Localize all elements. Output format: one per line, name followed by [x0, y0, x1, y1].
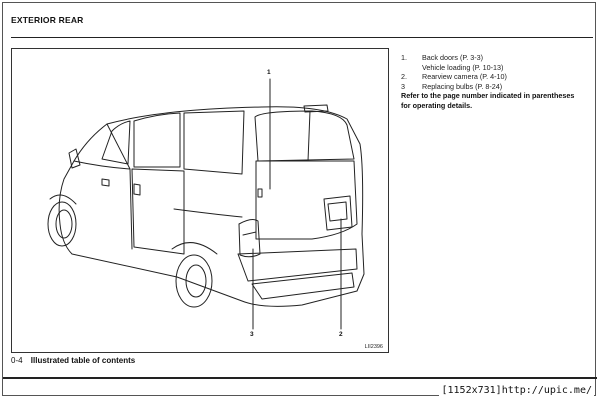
callout-3: 3 — [250, 331, 254, 338]
side-mirror — [69, 149, 80, 168]
front-wheel-inner — [56, 210, 72, 238]
legend-subtext: Vehicle loading (P. 10-13) — [422, 62, 504, 72]
license-plate — [328, 202, 347, 221]
roof-line — [107, 107, 363, 234]
rear-lamp — [239, 220, 260, 257]
page-number: 0-4 — [11, 356, 23, 365]
legend-item — [401, 72, 581, 82]
callout-2: 2 — [339, 331, 343, 338]
watermark-link[interactable]: [1152x731]http://upic.me/ — [441, 385, 592, 396]
page-title: EXTERIOR REAR — [11, 15, 84, 25]
rear-wheel — [176, 255, 212, 307]
legend-text: Back doors (P. 3-3) — [422, 53, 483, 62]
quarter-window — [184, 111, 244, 174]
legend-number: 1. — [401, 53, 407, 62]
rear-bumper — [238, 249, 357, 281]
legend-number: 3 — [401, 81, 405, 91]
rear-step — [252, 273, 354, 299]
callout-1: 1 — [267, 69, 271, 76]
rear-wheel-arch — [172, 243, 217, 254]
page-footer — [11, 356, 135, 365]
hood-line — [74, 161, 130, 169]
back-door-split — [308, 111, 310, 161]
front-wheel-arch — [50, 195, 76, 204]
rear-lamp-inner — [243, 232, 256, 235]
page-frame — [2, 2, 596, 396]
door-hinge — [258, 189, 262, 197]
legend-text: Replacing bulbs (P. 8-24) — [422, 81, 503, 91]
illustration-box — [11, 48, 389, 353]
legend-note: Refer to the page number indicated in parentheses for operating details. — [401, 91, 575, 110]
legend-item — [401, 53, 581, 63]
title-divider — [11, 37, 593, 38]
sliding-door — [132, 169, 184, 254]
section-title: Illustrated table of contents — [30, 356, 136, 365]
back-door-panel — [256, 161, 357, 239]
legend-item — [401, 82, 581, 92]
license-plate-recess — [324, 196, 352, 230]
van-rear-illustration — [12, 49, 390, 354]
legend-text: Rearview camera (P. 4-10) — [422, 72, 507, 82]
legend — [401, 53, 581, 111]
front-pillar — [107, 124, 132, 249]
front-handle — [102, 179, 109, 186]
figure-id: LII2396 — [364, 344, 383, 350]
door-handle — [134, 184, 140, 195]
bottom-divider — [3, 377, 597, 379]
legend-number: 2. — [401, 72, 407, 82]
side-window-rear — [134, 113, 180, 167]
